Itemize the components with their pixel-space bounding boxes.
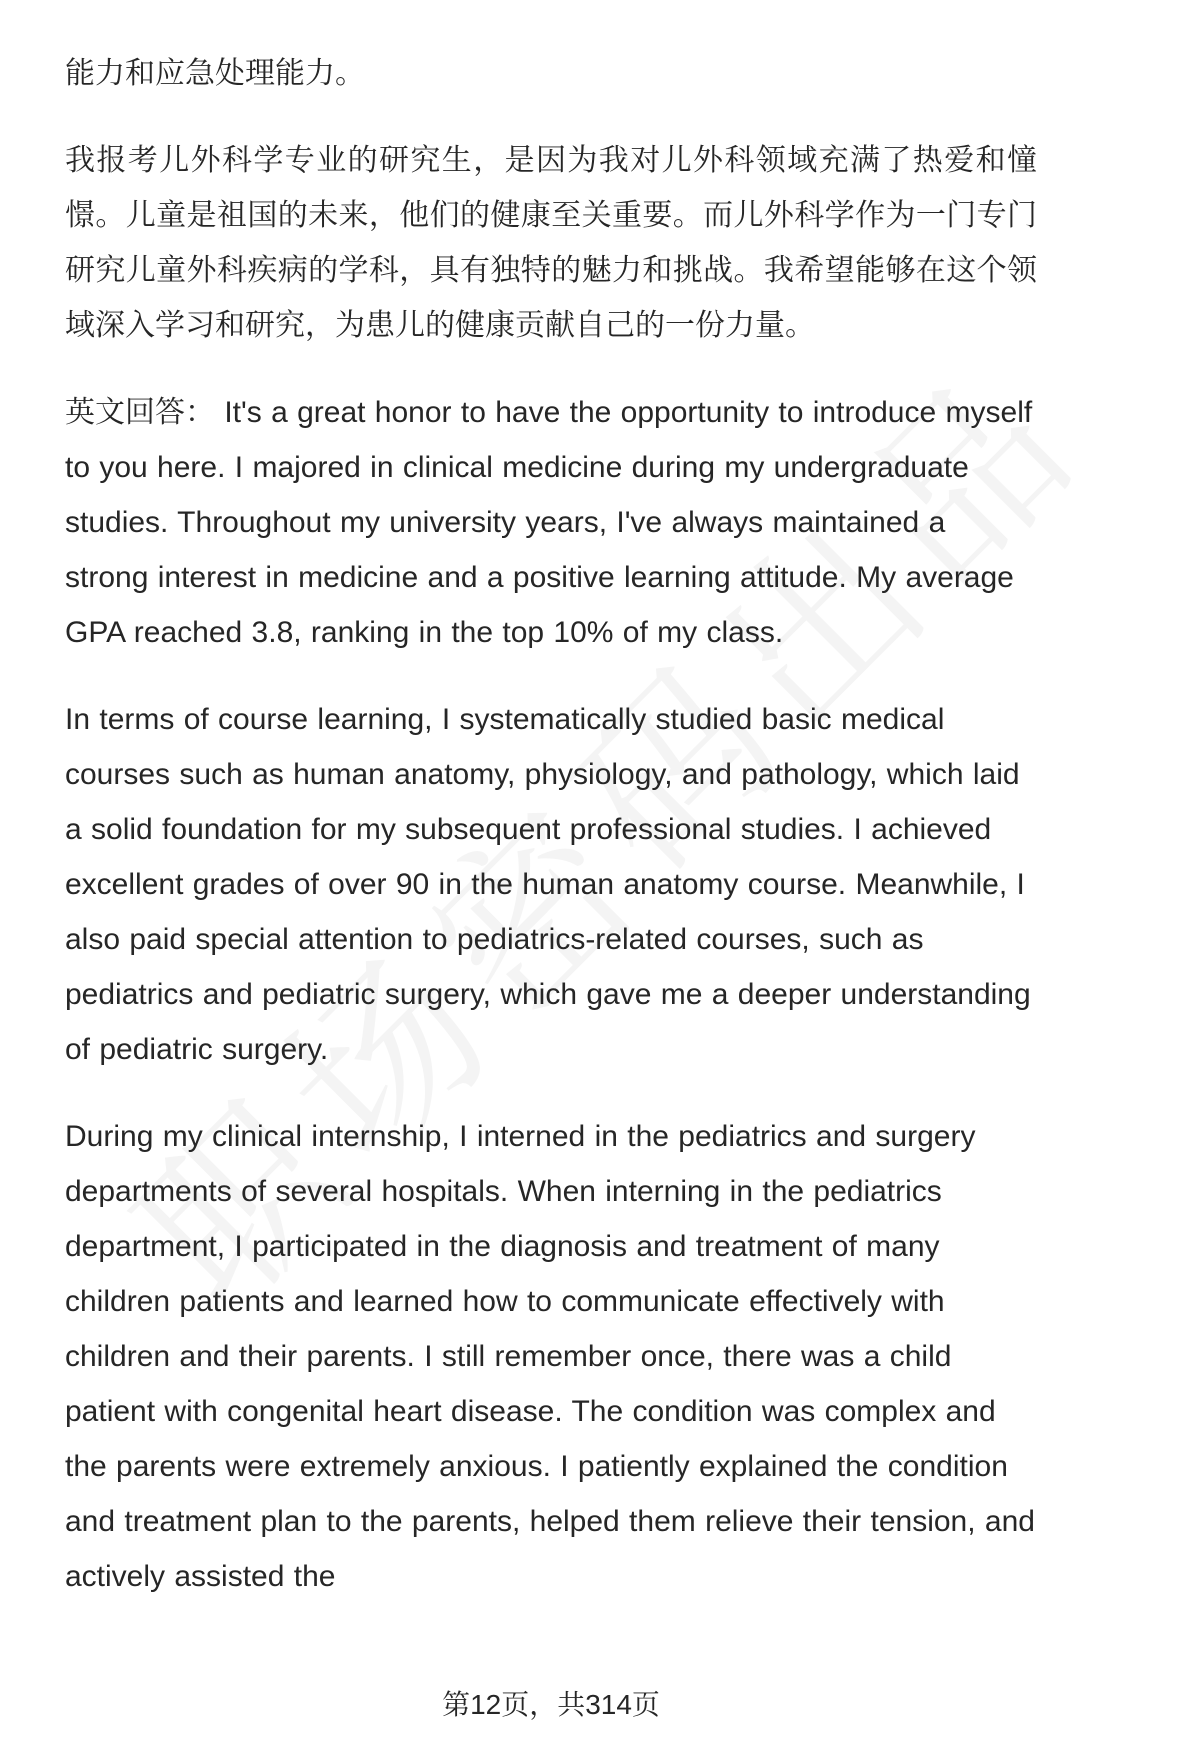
paragraph-english-intro: 英文回答： It's a great honor to have the opportunity to introduce myself to you here. I majored in clinical medicine during my undergraduate studies. Throughout my university years, I've always maintained a strong interest in medicine and a positive learning attitude. My average GPA reached 3.8, ranking in the top 10% of my class. [65, 396, 1033, 649]
page-number: 第12页，共314页 [442, 1689, 660, 1720]
paragraph-english-courses: In terms of course learning, I systematically studied basic medical courses such as human anatomy, physiology, and pathology, which laid a solid foundation for my subsequent professional studies. I achieved excellent grades of over 90 in the human anatomy course. Meanwhile, I also paid special attention to pediatrics-related courses, such as pediatrics and pediatric surgery, which gave me a deeper understanding of pediatric surgery. [65, 703, 1031, 1066]
paragraph-chinese-motivation: 我报考儿外科学专业的研究生，是因为我对儿外科领域充满了热爱和憧憬。儿童是祖国的未来，他们的健康至关重要。而儿外科学作为一门专门研究儿童外科疾病的学科，具有独特的魅力和挑战。我希望能够在这个领域深入学习和研究，为患儿的健康贡献自己的一份力量。 [65, 144, 1037, 342]
paragraph-continuation: 能力和应急处理能力。 [65, 57, 365, 90]
paragraph-english-internship: During my clinical internship, I interned in the pediatrics and surgery departments of several hospitals. When interning in the pediatrics department, I participated in the diagnosis and treatment of many children patients and learned how to communicate effectively with children and their parents. I still remember once, there was a child patient with congenital heart disease. The condition was complex and the parents were extremely anxious. I patiently explained the condition and treatment plan to the parents, helped them relieve their tension, and actively assisted the [65, 1120, 1035, 1593]
